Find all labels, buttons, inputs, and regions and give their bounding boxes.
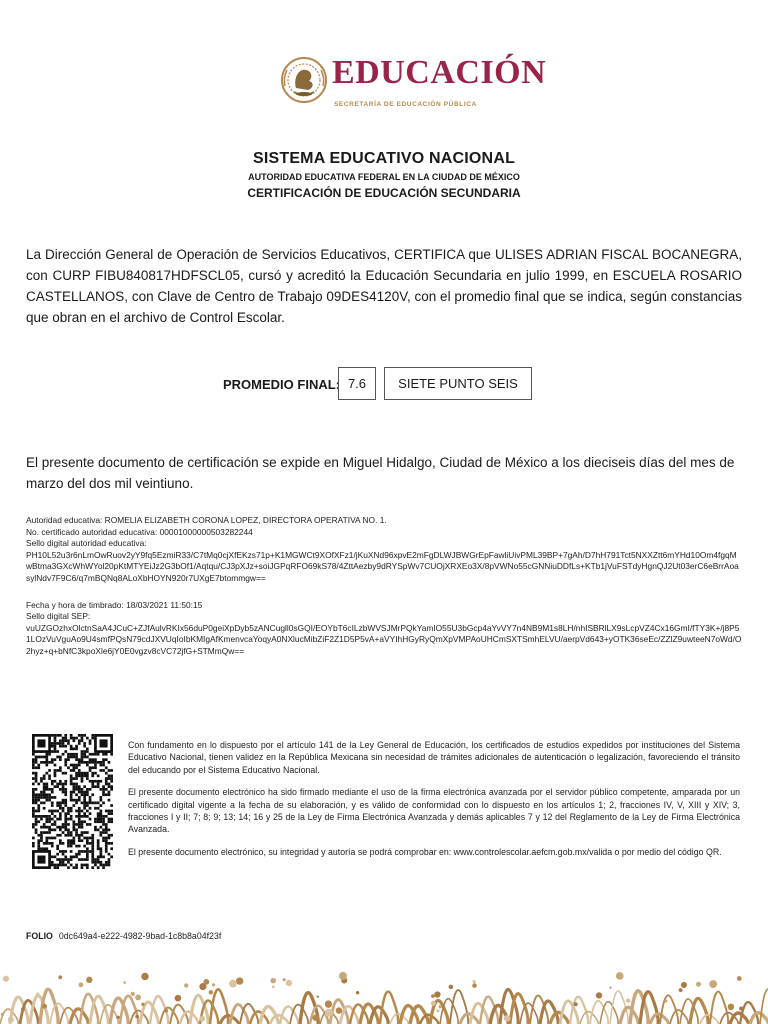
legal-paragraph-2: El presente documento electrónico ha sido firmado mediante el uso de la firma electrónica avanzada por el servidor público competente, amparada por un certificado digital vigente a la fecha de su elaboración, y es válido de conformidad con lo dispuesto en los artículos 1; 2, fracciones IV, V, XIII y XIV; 3, fracciones I y II; 7; 8; 9; 13; 14; 16 y 25 de la Ley de Firma Electrónica Avanzada y demás aplicables 7 y 12 del Reglamento de la Ley de Firma Electrónica Avanzada. <box>128 787 740 835</box>
certificate-number: No. certificado autoridad educativa: 00001000000503282244 <box>26 526 253 537</box>
header <box>0 46 768 126</box>
folio-label: FOLIO <box>26 931 53 941</box>
authority-line: Autoridad educativa: ROMELIA ELIZABETH CORONA LOPEZ, DIRECTORA OPERATIVA NO. 1. <box>26 515 387 525</box>
certification-title: CERTIFICACIÓN DE EDUCACIÓN SECUNDARIA <box>247 186 521 200</box>
final-grade-value: 7.6 <box>338 367 376 400</box>
brand-subtitle: SECRETARÍA DE EDUCACIÓN PÚBLICA <box>334 101 477 108</box>
decorative-pattern-band <box>0 965 768 1024</box>
sep-seal-label: Sello digital SEP: <box>26 611 91 622</box>
seal-label: Sello digital autoridad educativa: <box>26 538 147 549</box>
folio <box>26 931 221 941</box>
signature-metadata <box>26 515 742 658</box>
folio-value: 0dc649a4-e222-4982-9bad-1c8b8a04f23f <box>58 931 222 941</box>
authority-seal-value: PH10L52u3r6nLmOwRuov2yY9fq5EzmiR33/C7tMq0cjXfEKzs71p+K1MGWCt9XOfXFz1/jKuXNd96xpvE2mFgDLWJBWGrEpFawliUivPML39BP+7gAh/D7hH791Tct5NXXZtt6mYHd10Om4fgqMwBtma3GXcWhWYol20pKtMTYEiJz2G3bOf1/Aqtqu/CJ3pXJz+soiJGPqRFO69kS78/4ZttAezby9dRYSpWv7CUOjXRXEo3X/8pVWNo55cGNNiuDDfLs+KTb1jVuFSTdyHgnQJ2Ut03erC6eBrrAoasylNdv7F9C6/q7mBQNq8ALoXbHOYN920r7UXgE7btommgw== <box>26 549 739 583</box>
brand-title: EDUCACIÓN <box>332 54 547 91</box>
issuance-statement: El presente documento de certificación se expide en Miguel Hidalgo, Ciudad de México a los dieciseis días del mes de marzo del dos mil veintiuno. <box>26 455 735 491</box>
legal-paragraph-1: Con fundamento en lo dispuesto por el artículo 141 de la Ley General de Educación, los certificados de estudios expedidos por instituciones del Sistema Educativo Nacional, tienen validez en la República Mexicana sin necesidad de trámites adicionales de autenticación o legalización, favoreciendo el tránsito del educando por el Sistema Educativo Nacional. <box>128 740 740 775</box>
certification-paragraph: La Dirección General de Operación de Servicios Educativos, CERTIFICA que ULISES ADRIAN FISCAL BOCANEGRA, con CURP FIBU840817HDFSCL05, cursó y acreditó la Educación Secundaria en julio 1999, en ESCUELA ROSARIO CASTELLANOS, con Clave de Centro de Trabajo 09DES4120V, con el promedio final que se indica, según constancias que obran en el archivo de Control Escolar. <box>26 247 742 325</box>
timestamp: Fecha y hora de timbrado: 18/03/2021 11:50:15 <box>26 599 203 610</box>
system-title: SISTEMA EDUCATIVO NACIONAL <box>252 150 516 167</box>
qr-code-icon[interactable] <box>32 734 114 872</box>
coat-of-arms-icon <box>279 50 329 120</box>
final-grade-words: SIETE PUNTO SEIS <box>384 367 532 400</box>
legal-notice <box>128 739 740 868</box>
legal-paragraph-3: El presente documento electrónico, su integridad y autoría se podrá comprobar en: www.controlescolar.aefcm.gob.mx/valida o por medio del código QR. <box>128 846 722 857</box>
final-grade-label: PROMEDIO FINAL: <box>223 377 340 392</box>
document-titles <box>0 150 768 200</box>
sep-seal-value: vuUZGOzhxOlctnSaA4JCuC+ZJfAulvRKIx56duP0geiXpDyb5zANCugll0sGQI/EOYbT6cILzbWVSJMrPQkYamIO55U3bGcp4aYvVY7n4NB9M1s8LH/nhISBRlLX9sLcpVZ4Cx16GmI/fTY3K+/j8P51LOzVuVguAo9U4smfPQsN79cdJXVUqIoIbKMIgAfKmenvcaYoqyA0NXlucMibZiF2Z1D5P5vA+aVYIhHGyRyQmXpVMPAoUHCmSXTSmhELVU/aerpVd643+yOTK36seEc/ZZlZ9uwteeN7oWd/O2hyz+q+bNfC3kpoXle6jY0E0vgzv8cVC72jfG+STMmQw== <box>26 622 742 656</box>
authority-title: AUTORIDAD EDUCATIVA FEDERAL EN LA CIUDAD DE MÉXICO <box>248 172 520 182</box>
